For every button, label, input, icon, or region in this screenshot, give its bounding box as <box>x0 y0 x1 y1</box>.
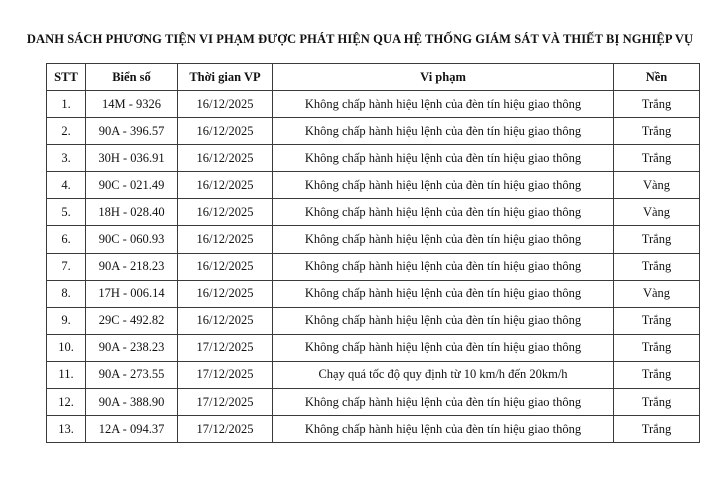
table-row <box>47 199 700 226</box>
cell-stt: 4. <box>47 172 86 199</box>
table-row <box>47 145 700 172</box>
cell-background: Vàng <box>614 199 700 226</box>
cell-stt: 12. <box>47 389 86 416</box>
header-background: Nền <box>614 64 700 91</box>
cell-time: 16/12/2025 <box>178 226 273 253</box>
cell-time: 16/12/2025 <box>178 280 273 307</box>
cell-violation: Không chấp hành hiệu lệnh của đèn tín hiệu giao thông <box>273 307 614 334</box>
table-row <box>47 118 700 145</box>
table-row <box>47 334 700 361</box>
cell-background: Vàng <box>614 280 700 307</box>
cell-stt: 13. <box>47 416 86 443</box>
table-header-row <box>47 64 700 91</box>
cell-background: Trắng <box>614 253 700 280</box>
cell-violation: Không chấp hành hiệu lệnh của đèn tín hiệu giao thông <box>273 199 614 226</box>
cell-plate: 29C - 492.82 <box>86 307 178 334</box>
cell-stt: 9. <box>47 307 86 334</box>
cell-stt: 11. <box>47 361 86 388</box>
cell-violation: Không chấp hành hiệu lệnh của đèn tín hiệu giao thông <box>273 280 614 307</box>
violations-table <box>46 63 700 443</box>
cell-time: 16/12/2025 <box>178 172 273 199</box>
table-row <box>47 91 700 118</box>
table-row <box>47 253 700 280</box>
cell-background: Vàng <box>614 172 700 199</box>
cell-stt: 10. <box>47 334 86 361</box>
cell-plate: 90A - 238.23 <box>86 334 178 361</box>
cell-background: Trắng <box>614 361 700 388</box>
cell-violation: Không chấp hành hiệu lệnh của đèn tín hiệu giao thông <box>273 145 614 172</box>
table-row <box>47 389 700 416</box>
cell-background: Trắng <box>614 334 700 361</box>
header-plate: Biển số <box>86 64 178 91</box>
cell-violation: Không chấp hành hiệu lệnh của đèn tín hiệu giao thông <box>273 253 614 280</box>
cell-background: Trắng <box>614 145 700 172</box>
cell-plate: 90A - 396.57 <box>86 118 178 145</box>
cell-time: 17/12/2025 <box>178 389 273 416</box>
cell-background: Trắng <box>614 389 700 416</box>
cell-plate: 90A - 273.55 <box>86 361 178 388</box>
cell-plate: 90A - 218.23 <box>86 253 178 280</box>
cell-background: Trắng <box>614 307 700 334</box>
cell-plate: 12A - 094.37 <box>86 416 178 443</box>
header-time: Thời gian VP <box>178 64 273 91</box>
cell-stt: 5. <box>47 199 86 226</box>
cell-time: 17/12/2025 <box>178 334 273 361</box>
cell-violation: Không chấp hành hiệu lệnh của đèn tín hiệu giao thông <box>273 389 614 416</box>
cell-plate: 90A - 388.90 <box>86 389 178 416</box>
cell-stt: 6. <box>47 226 86 253</box>
table-row <box>47 307 700 334</box>
cell-background: Trắng <box>614 91 700 118</box>
cell-time: 16/12/2025 <box>178 199 273 226</box>
cell-violation: Không chấp hành hiệu lệnh của đèn tín hiệu giao thông <box>273 172 614 199</box>
cell-plate: 14M - 9326 <box>86 91 178 118</box>
cell-time: 17/12/2025 <box>178 361 273 388</box>
table-row <box>47 226 700 253</box>
cell-violation: Không chấp hành hiệu lệnh của đèn tín hiệu giao thông <box>273 416 614 443</box>
table-row <box>47 172 700 199</box>
cell-violation: Không chấp hành hiệu lệnh của đèn tín hiệu giao thông <box>273 91 614 118</box>
header-stt: STT <box>47 64 86 91</box>
cell-stt: 2. <box>47 118 86 145</box>
document-title: DANH SÁCH PHƯƠNG TIỆN VI PHẠM ĐƯỢC PHÁT HIỆN QUA HỆ THỐNG GIÁM SÁT VÀ THIẾT BỊ NGHIỆP VỤ <box>26 32 694 46</box>
header-violation: Vi phạm <box>273 64 614 91</box>
cell-background: Trắng <box>614 226 700 253</box>
cell-background: Trắng <box>614 416 700 443</box>
cell-violation: Không chấp hành hiệu lệnh của đèn tín hiệu giao thông <box>273 334 614 361</box>
cell-violation: Không chấp hành hiệu lệnh của đèn tín hiệu giao thông <box>273 118 614 145</box>
table-row <box>47 361 700 388</box>
cell-violation: Không chấp hành hiệu lệnh của đèn tín hiệu giao thông <box>273 226 614 253</box>
table-row <box>47 280 700 307</box>
cell-stt: 8. <box>47 280 86 307</box>
cell-stt: 1. <box>47 91 86 118</box>
cell-time: 16/12/2025 <box>178 253 273 280</box>
cell-plate: 90C - 021.49 <box>86 172 178 199</box>
cell-time: 16/12/2025 <box>178 118 273 145</box>
cell-background: Trắng <box>614 118 700 145</box>
cell-plate: 30H - 036.91 <box>86 145 178 172</box>
cell-plate: 18H - 028.40 <box>86 199 178 226</box>
table-row <box>47 416 700 443</box>
cell-plate: 17H - 006.14 <box>86 280 178 307</box>
cell-time: 16/12/2025 <box>178 145 273 172</box>
cell-stt: 7. <box>47 253 86 280</box>
cell-time: 16/12/2025 <box>178 307 273 334</box>
cell-plate: 90C - 060.93 <box>86 226 178 253</box>
cell-time: 17/12/2025 <box>178 416 273 443</box>
cell-violation: Chạy quá tốc độ quy định từ 10 km/h đến 20km/h <box>273 361 614 388</box>
cell-stt: 3. <box>47 145 86 172</box>
cell-time: 16/12/2025 <box>178 91 273 118</box>
